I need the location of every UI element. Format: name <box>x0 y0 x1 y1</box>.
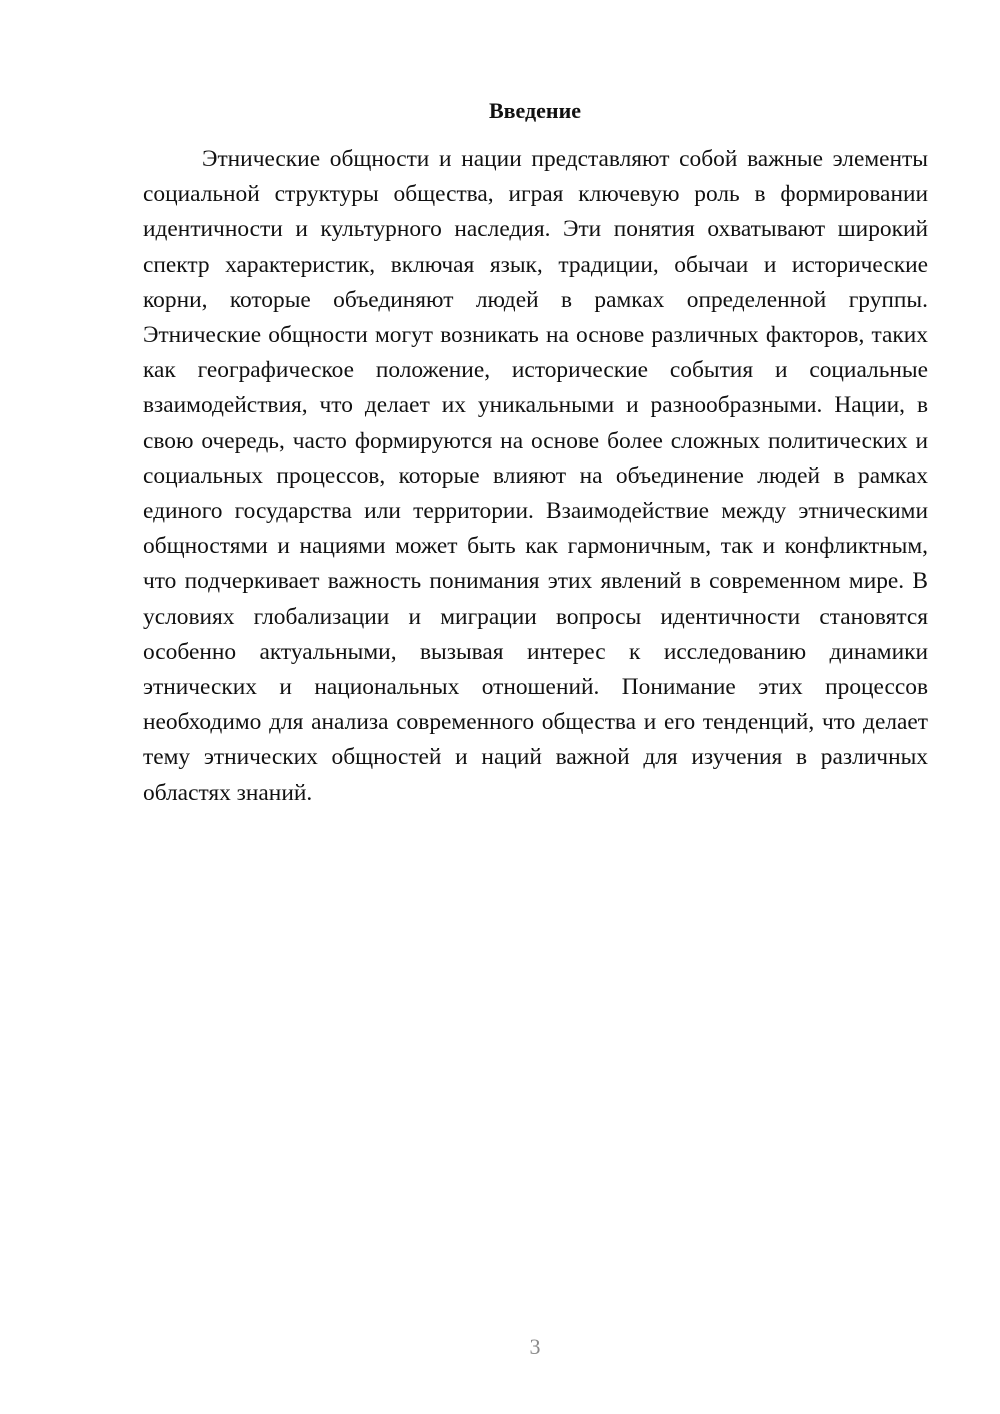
section-heading: Введение <box>488 98 582 123</box>
page-number: 3 <box>529 1334 541 1359</box>
body-paragraph: Этнические общности и нации представляют собой важные элементы социальной структуры общества, играя ключевую роль в формировании идентичности и культурного наследия. Эти понятия охватывают широкий спектр характеристик, включая язык, традиции, обычаи и исторические корни, которые объединяют людей в рамках определенной группы. Этнические общности могут возникать на основе различных факторов, таких как географическое положение, исторические события и социальные взаимодействия, что делает их уникальными и разнообразными. Нации, в свою очередь, часто формируются на основе более сложных политических и социальных процессов, которые влияют на объединение людей в рамках единого государства или территории. Взаимодействие между этническими общностями и нациями может быть как гармоничным, так и конфликтным, что подчеркивает важность понимания этих явлений в современном мире. В условиях глобализации и миграции вопросы идентичности становятся особенно актуальными, вызывая интерес к исследованию динамики этнических и национальных отношений. Понимание этих процессов необходимо для анализа современного общества и его тенденций, что делает тему этнических общностей и наций важной для изучения в различных областях знаний. <box>143 146 928 806</box>
